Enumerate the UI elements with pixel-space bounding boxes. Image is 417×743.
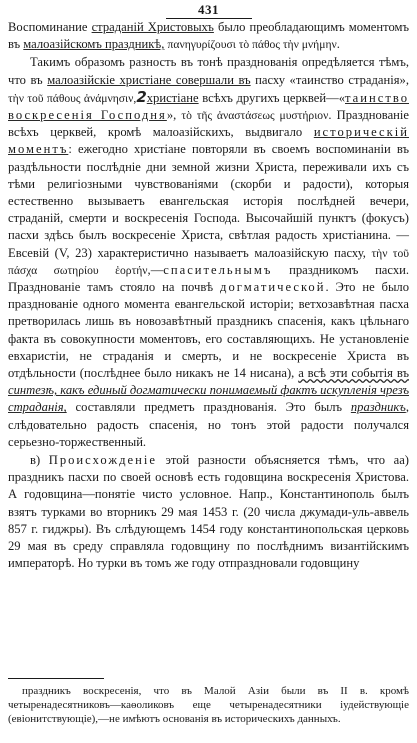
spaced-underlined-run: таинство воскресенія Господня <box>8 90 409 123</box>
greek-quote: τὴν τοῦ πάθους ἀνάμνησιν, <box>8 91 137 105</box>
text-run: . Празднованіе всѣхъ церквей, кромѣ малоазійскихъ, выдвигало <box>8 108 409 140</box>
spaced-run: Происхожденіе <box>48 453 157 468</box>
spaced-run: спасительнымъ <box>163 262 273 277</box>
text-run: , слѣдовательно радость спасенія, но тонъ этой радости получался серьезно-торжественный. <box>8 400 409 449</box>
text-run: в) <box>30 453 49 468</box>
paragraph-3 <box>8 452 409 572</box>
greek-quote: τὸ τῆς ἀναστάσεως μυστήριον <box>181 109 329 123</box>
text-run: Воспоминание <box>8 20 92 34</box>
paragraph-1 <box>8 19 409 53</box>
spaced-run: догматической <box>220 280 326 295</box>
page-number: 431 <box>198 2 219 17</box>
footnote <box>8 684 409 727</box>
underlined-run: малоазійскомъ праздникѣ, <box>23 37 165 52</box>
text-run: ,— <box>147 262 164 277</box>
text-run: всѣхъ другихъ церквей—« <box>198 90 346 105</box>
underlined-run: синтезѣ, какъ единый догматически понимаемый фактъ искупленія чрезъ страданія, <box>8 383 409 415</box>
text-run: этой разности объясняется тѣмъ, что аа) праздникъ пасхи по своей основѣ есть годовщина воскресенія Христова. А годовщина—понятіе чисто условное. Напр., Константинополь былъ взятъ турками во вторникъ 29 мая 1453 г. (20 числа джумади-уль-аввель 857 г. гиджры). Въ слѣдующемъ 1454 году константинопольская церковь 29 мая въ среду справляла годовщину по послѣднимъ византійскимъ императорѣ. Но турки въ томъ же году отпраздновали годовщину <box>8 453 409 571</box>
text-run: пасху «таинство страданія», <box>250 72 409 87</box>
main-text <box>8 19 409 573</box>
text-run: : ежегодно христіане повторяли въ своемъ воспоминаніи въ раздѣльности послѣдніе дни земной жизни Христа, переживали ихъ съ тѣми религіозными чувствованіями (скорби и радости), которыя естественно вызываетъ евангельская исторія послѣдней вечери, страданій, смерти и воскресенія Господа. Высочайшій пунктъ (фокусъ) пасхи здѣсь былъ воскресеніе Христа, свѣтлая радость христіанина. —Евсевій (V, 23) характеристично называетъ малоазійскую пасху, <box>8 142 409 260</box>
underlined-run: христіане <box>146 90 199 105</box>
text-run: . Это не было празднованіе одного момента евангельской исторіи; ветхозавѣтная пасха претворилась лишь въ новозавѣтный праздникъ спасенія, какъ цѣльнаго факта въ совокупности моментовъ, его составляющихъ. Не установленіе евхаристіи, не страданія и смерть, и не воскресеніе Христа въ отдѣльности (послѣднее было никакъ не 14 нисана), <box>8 280 409 381</box>
italic-run: праздникъ <box>350 400 406 415</box>
greek-quote: τὴν τοῦ πάσχα σωτηρίου ἑορτήν <box>8 246 409 277</box>
greek-quote: πανηγυρίζουσι τὸ πάθος τὴν μνήμην <box>167 38 337 52</box>
text-run: составляли предметъ празднованія. Это былъ <box>66 400 351 415</box>
underlined-run: страданій Христовыхъ <box>91 20 214 34</box>
text-run: было преобладающимъ моментомъ въ <box>8 20 410 52</box>
underlined-run: а всѣ эти событія въ <box>298 366 409 381</box>
text-run: праздникомъ пасхи. Празднованіе тамъ стояло на почвѣ <box>8 262 410 295</box>
paragraph-2 <box>8 54 409 451</box>
underlined-run: малоазійскіе христіане совершали въ <box>47 72 251 87</box>
text-run: . <box>336 37 340 52</box>
footnote-rule <box>8 678 104 679</box>
text-run: », <box>166 108 182 123</box>
spaced-underlined-run: историческій моментъ <box>8 125 409 157</box>
footnote-text: праздникъ воскресенія, что въ Малой Азіи были въ II в. кромѣ четыренадесятниковъ—каѳоликовъ еще четыренадесятники іудействующіе (евіонитствующіе),—не имѣютъ основанія въ историческихъ данныхъ. <box>8 685 409 726</box>
handwritten-mark: 2 <box>136 87 147 106</box>
text-run: Такимъ образомъ разность въ тонѣ празднованія опредѣляется тѣмъ, что въ <box>8 55 409 87</box>
